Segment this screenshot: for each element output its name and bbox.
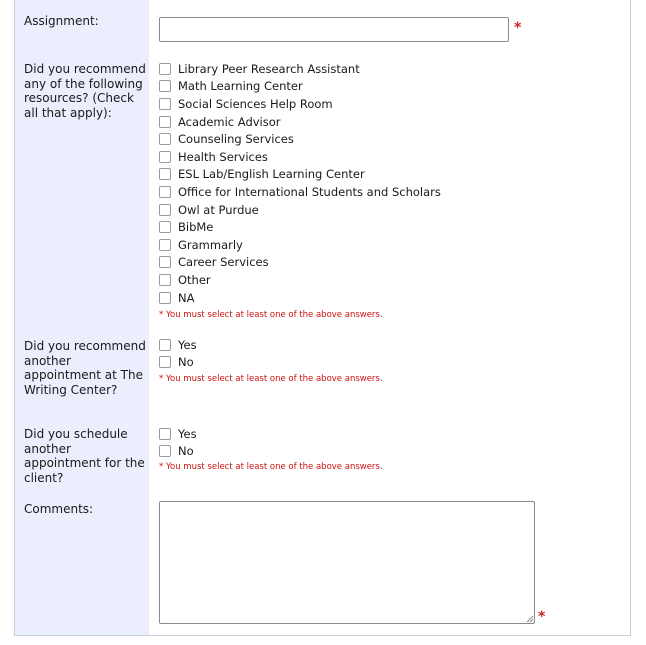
recommend-appointment-label: Did you recommend another appointment at The Writing Center? bbox=[24, 339, 146, 397]
comments-textarea[interactable] bbox=[159, 501, 535, 624]
checkbox[interactable] bbox=[159, 133, 171, 145]
option-na[interactable] bbox=[159, 289, 194, 307]
label-column bbox=[15, 0, 149, 635]
checkbox[interactable] bbox=[159, 292, 171, 304]
option-label: Counseling Services bbox=[178, 132, 294, 147]
option-label: Yes bbox=[178, 426, 197, 441]
option-esl-lab[interactable] bbox=[159, 166, 365, 184]
option-library-peer-research-assistant[interactable] bbox=[159, 60, 360, 78]
checkbox[interactable] bbox=[159, 221, 171, 233]
option-label: Yes bbox=[178, 337, 197, 352]
option-owl-at-purdue[interactable] bbox=[159, 201, 259, 219]
assignment-required-mark: * bbox=[514, 20, 522, 36]
option-office-international-students[interactable] bbox=[159, 183, 441, 201]
checkbox[interactable] bbox=[159, 116, 171, 128]
checkbox[interactable] bbox=[159, 274, 171, 286]
schedule-appointment-label: Did you schedule another appointment for the client? bbox=[24, 427, 145, 485]
appointment-form bbox=[14, 0, 631, 636]
option-grammarly[interactable] bbox=[159, 236, 243, 254]
assignment-label: Assignment: bbox=[24, 14, 99, 28]
assignment-input[interactable] bbox=[159, 17, 509, 42]
checkbox[interactable] bbox=[159, 256, 171, 268]
option-label: Career Services bbox=[178, 255, 269, 270]
option-label: Library Peer Research Assistant bbox=[178, 61, 360, 76]
option-counseling-services[interactable] bbox=[159, 130, 294, 148]
option-math-learning-center[interactable] bbox=[159, 78, 303, 96]
option-label: ESL Lab/English Learning Center bbox=[178, 167, 365, 182]
option-label: Other bbox=[178, 272, 211, 287]
option-label: Owl at Purdue bbox=[178, 202, 259, 217]
option-health-services[interactable] bbox=[159, 148, 268, 166]
option-label: BibMe bbox=[178, 220, 214, 235]
comments-label: Comments: bbox=[24, 502, 94, 516]
resources-label: Did you recommend any of the following resources? (Check all that apply): bbox=[24, 62, 146, 120]
recommend-option-no[interactable] bbox=[159, 354, 194, 372]
checkbox[interactable] bbox=[159, 428, 171, 440]
checkbox[interactable] bbox=[159, 168, 171, 180]
option-label: Grammarly bbox=[178, 237, 243, 252]
option-bibme[interactable] bbox=[159, 218, 213, 236]
checkbox[interactable] bbox=[159, 239, 171, 251]
checkbox[interactable] bbox=[159, 204, 171, 216]
checkbox[interactable] bbox=[159, 356, 171, 368]
recommend-error-message: * You must select at least one of the above answers. bbox=[159, 374, 383, 384]
schedule-error-message: * You must select at least one of the above answers. bbox=[159, 462, 383, 472]
option-other[interactable] bbox=[159, 271, 211, 289]
option-label: Office for International Students and Scholars bbox=[178, 184, 441, 199]
schedule-option-yes[interactable] bbox=[159, 425, 197, 443]
option-career-services[interactable] bbox=[159, 254, 269, 272]
option-academic-advisor[interactable] bbox=[159, 113, 281, 131]
schedule-option-no[interactable] bbox=[159, 443, 194, 461]
option-label: Math Learning Center bbox=[178, 79, 303, 94]
comments-required-mark: * bbox=[538, 609, 546, 625]
checkbox[interactable] bbox=[159, 445, 171, 457]
option-label: Academic Advisor bbox=[178, 114, 281, 129]
option-label: No bbox=[178, 355, 194, 370]
resize-grip-icon[interactable] bbox=[525, 614, 534, 623]
checkbox[interactable] bbox=[159, 339, 171, 351]
option-label: No bbox=[178, 444, 194, 459]
option-social-sciences-help-room[interactable] bbox=[159, 95, 333, 113]
option-label: NA bbox=[178, 290, 195, 305]
checkbox[interactable] bbox=[159, 151, 171, 163]
checkbox[interactable] bbox=[159, 186, 171, 198]
recommend-option-yes[interactable] bbox=[159, 336, 197, 354]
option-label: Health Services bbox=[178, 149, 268, 164]
resources-error-message: * You must select at least one of the above answers. bbox=[159, 310, 383, 320]
checkbox[interactable] bbox=[159, 98, 171, 110]
option-label: Social Sciences Help Room bbox=[178, 96, 333, 111]
checkbox[interactable] bbox=[159, 63, 171, 75]
checkbox[interactable] bbox=[159, 80, 171, 92]
